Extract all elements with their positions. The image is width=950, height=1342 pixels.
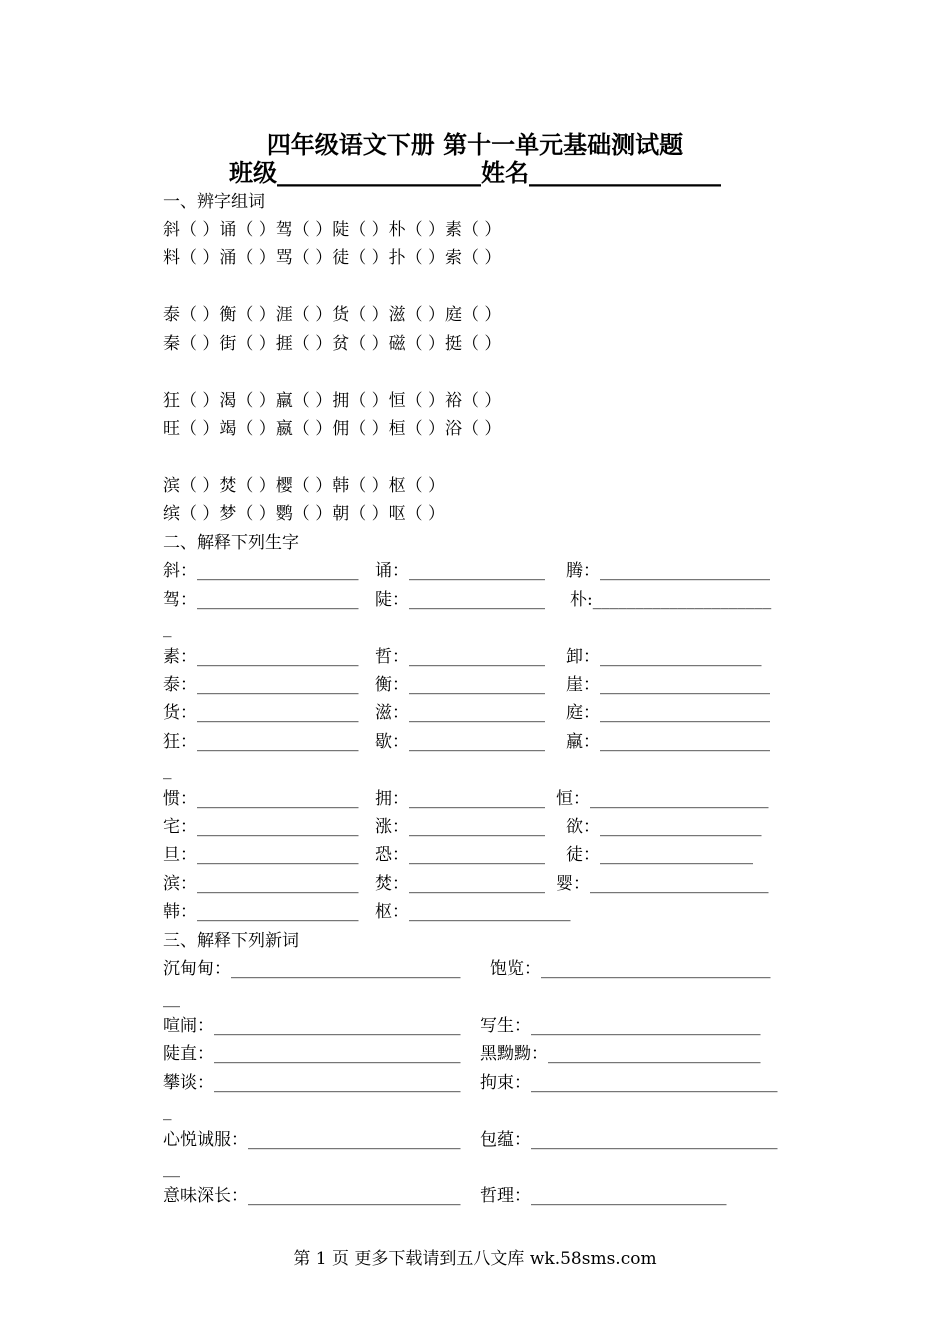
char-entry: 焚：________________ — [375, 874, 545, 894]
char-entry: 朴:_____________________ — [570, 590, 772, 610]
group-row: 料（ ）涌（ ）骂（ ）徒（ ）扑（ ）索（ ） — [163, 248, 502, 268]
group-row: 狂（ ）渴（ ）羸（ ）拥（ ）恒（ ）裕（ ） — [163, 391, 502, 411]
char-entry: 旦：___________________ — [163, 845, 359, 865]
word-entry: 攀谈：_____________________________ — [163, 1073, 461, 1093]
word-entry: 陡直：_____________________________ — [163, 1044, 461, 1064]
word-entry: 沉甸甸：___________________________ — [163, 959, 461, 979]
group-row: 斜（ ）诵（ ）驾（ ）陡（ ）朴（ ）素（ ） — [163, 220, 502, 240]
word-entry: 拘束：_____________________________ — [480, 1073, 778, 1093]
word-entry: 写生：___________________________ — [480, 1016, 761, 1036]
char-entry: 陡：________________ — [375, 590, 545, 610]
wrap-underscore: __ — [163, 988, 180, 1008]
char-entry: 狂：___________________ — [163, 732, 359, 752]
char-entry: 徒：__________________ — [566, 845, 753, 865]
section-heading-3: 三、解释下列新词 — [163, 931, 299, 951]
wrap-underscore: _ — [163, 1101, 172, 1121]
char-entry: 涨：________________ — [375, 817, 545, 837]
char-entry: 欲：___________________ — [566, 817, 762, 837]
group-row: 旺（ ）竭（ ）嬴（ ）佣（ ）桓（ ）浴（ ） — [163, 419, 502, 439]
section-heading-2: 二、解释下列生字 — [163, 533, 299, 553]
char-entry: 腾：____________________ — [566, 561, 770, 581]
char-entry: 韩：___________________ — [163, 902, 359, 922]
group-row: 秦（ ）街（ ）捱（ ）贫（ ）磁（ ）挺（ ） — [163, 334, 502, 354]
char-entry: 恒：_____________________ — [556, 789, 769, 809]
class-name-line: 班级_________________姓名________________ — [229, 158, 721, 187]
char-entry: 素：___________________ — [163, 647, 359, 667]
char-entry: 哲：________________ — [375, 647, 545, 667]
word-entry: 意味深长：_________________________ — [163, 1186, 461, 1206]
char-entry: 诵：________________ — [375, 561, 545, 581]
char-entry: 滋：________________ — [375, 703, 545, 723]
section-heading-1: 一、辨字组词 — [163, 192, 265, 212]
char-entry: 卸：___________________ — [566, 647, 762, 667]
char-entry: 崖：____________________ — [566, 675, 770, 695]
char-entry: 枢：___________________ — [375, 902, 571, 922]
word-entry: 哲理：_______________________ — [480, 1186, 727, 1206]
char-entry: 庭：____________________ — [566, 703, 770, 723]
wrap-underscore: __ — [163, 1158, 180, 1178]
group-row: 滨（ ）焚（ ）樱（ ）韩（ ）枢（ ） — [163, 476, 446, 496]
word-entry: 饱览：___________________________ — [490, 959, 771, 979]
group-row: 泰（ ）衡（ ）涯（ ）货（ ）滋（ ）庭（ ） — [163, 305, 502, 325]
char-entry: 羸：____________________ — [566, 732, 770, 752]
word-entry: 黑黝黝：_________________________ — [480, 1044, 761, 1064]
wrap-underscore: _ — [163, 760, 172, 780]
char-entry: 歇：________________ — [375, 732, 545, 752]
char-entry: 惯：___________________ — [163, 789, 359, 809]
wrap-underscore: _ — [163, 618, 172, 638]
char-entry: 宅：___________________ — [163, 817, 359, 837]
word-entry: 心悦诚服：_________________________ — [163, 1130, 461, 1150]
word-entry: 喧闹：_____________________________ — [163, 1016, 461, 1036]
char-entry: 货：___________________ — [163, 703, 359, 723]
group-row: 缤（ ）梦（ ）鹦（ ）朝（ ）呕（ ） — [163, 504, 446, 524]
char-entry: 滨：___________________ — [163, 874, 359, 894]
char-entry: 泰：___________________ — [163, 675, 359, 695]
char-entry: 驾：___________________ — [163, 590, 359, 610]
char-entry: 拥：________________ — [375, 789, 545, 809]
char-entry: 衡：________________ — [375, 675, 545, 695]
char-entry: 斜：___________________ — [163, 561, 359, 581]
page-footer: 第 1 页 更多下载请到五八文库 wk.58sms.com — [293, 1249, 657, 1269]
word-entry: 包蕴：_____________________________ — [480, 1130, 778, 1150]
char-entry: 恐：________________ — [375, 845, 545, 865]
page-title: 四年级语文下册 第十一单元基础测试题 — [266, 130, 684, 159]
char-entry: 婴：_____________________ — [556, 874, 769, 894]
